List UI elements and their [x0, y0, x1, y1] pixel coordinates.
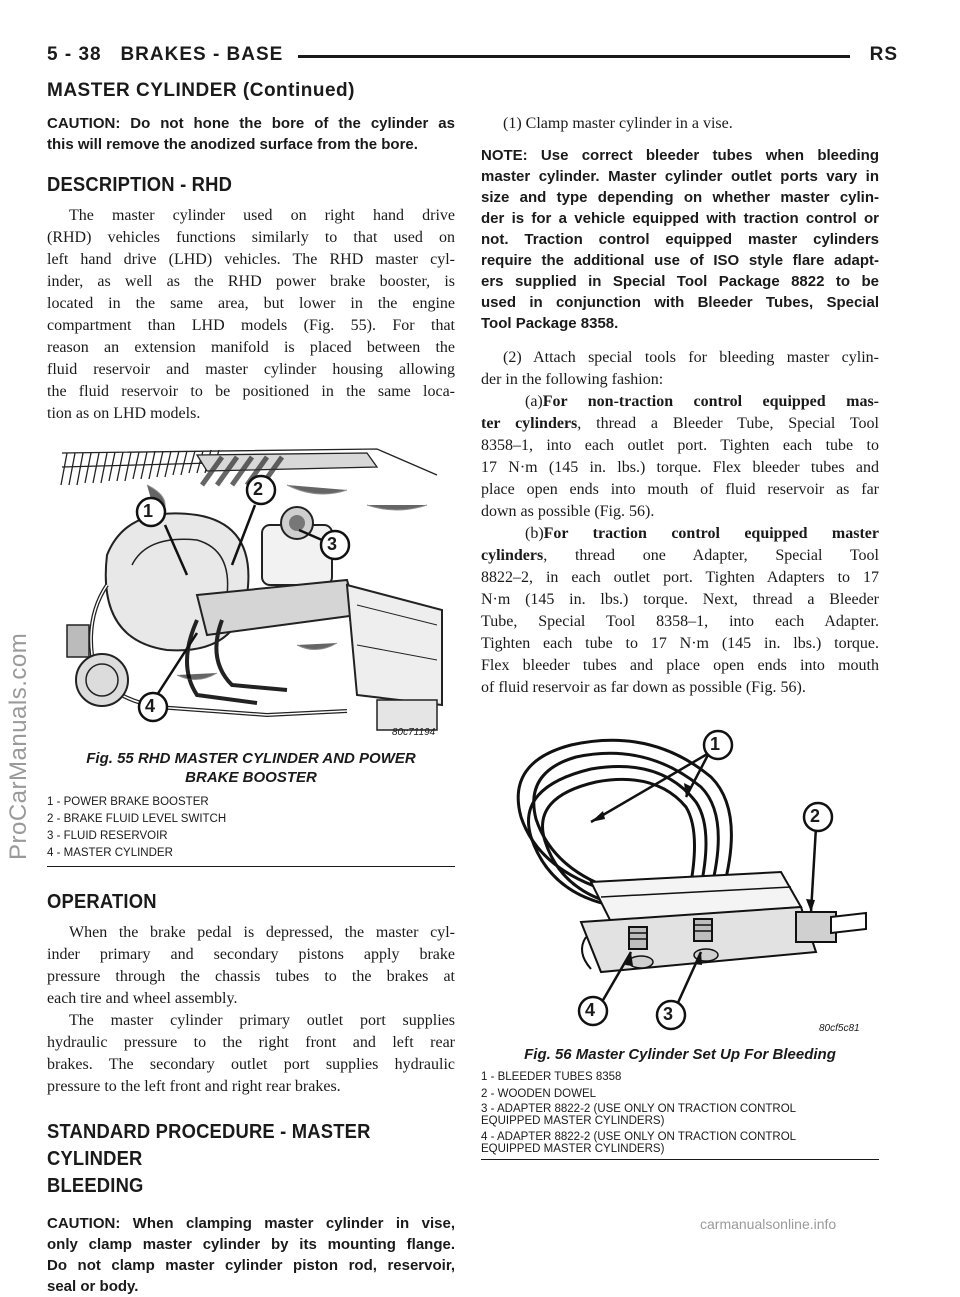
model-code: RS	[869, 44, 898, 65]
master-cylinder-bleeding-drawing	[481, 707, 879, 1039]
fig56-callout-4: 4	[585, 1000, 596, 1020]
substep-b: (b)For traction control equipped master cylinders, thread one Adapter, Special Tool 8822–2, in each outlet port. Tighten Adapters to 17 N·m (145 in. lbs.) torque. Next, thread a Bleeder Tube, Special Tool 8358–1, into each Adapter. Tighten each tube to 17 N·m (145 in. lbs.) torque. Flex bleeder tubes and place open ends into mouth of fluid reservoir as far down as possible (Fig. 56).	[481, 525, 879, 696]
page-number: 5 - 38	[47, 44, 102, 65]
fig55-callout-3: 3	[327, 534, 338, 554]
fig55-rule	[47, 866, 455, 867]
heading-standard-procedure: STANDARD PROCEDURE - MASTER CYLINDER BLEEDING	[47, 1121, 371, 1197]
fig55-callout-1: 1	[143, 501, 154, 521]
fig56-illustration	[481, 707, 879, 1039]
fig56-callout-1: 1	[710, 734, 721, 754]
fig56-legend	[481, 1069, 879, 1155]
side-watermark: ProCarManuals.com	[5, 632, 32, 860]
note-bleeder-tubes: NOTE: Use correct bleeder tubes when bleeding master cylinder. Master cylinder outlet ports vary in size and type depending on whether master cylin- der is for a vehicle equipped with traction control or not. Traction control equipped master cylinders require the additional use of ISO style flare adapt- ers supplied in Special Tool Package 8822 to be used in conjunction with Bleeder Tubes, Special Tool Package 8358.	[481, 147, 879, 332]
page-header-left	[47, 44, 283, 66]
fig55-legend	[47, 794, 455, 862]
heading-operation: OPERATION	[47, 891, 157, 913]
continued-title: MASTER CYLINDER (Continued)	[47, 80, 355, 101]
right-column	[481, 113, 879, 1160]
fig56-code: 80cf5c81	[819, 1023, 860, 1034]
legend-item: 1 - BLEEDER TUBES 8358	[481, 1071, 622, 1083]
description-paragraph: The master cylinder used on right hand drive (RHD) vehicles functions similarly to that used on left hand drive (LHD) vehicles. The RHD master cyl- inder, as well as the RHD power brake booster, is located in the same area, but lower in the engine compartment than LHD models (Fig. 55). For that reason an extension manifold is placed between the fluid reservoir and master cylinder housing allowing the fluid reservoir to be positioned in the same loca- tion as on LHD models.	[47, 207, 455, 422]
fig56-callout-2: 2	[810, 806, 821, 826]
legend-item: 2 - BRAKE FLUID LEVEL SWITCH	[47, 813, 227, 825]
fig56-caption: Fig. 56 Master Cylinder Set Up For Bleeding	[524, 1046, 836, 1063]
fig55-callout-2: 2	[253, 479, 264, 499]
engine-compartment-drawing	[47, 445, 455, 741]
legend-item: 4 - MASTER CYLINDER	[47, 847, 173, 859]
operation-paragraph-1: When the brake pedal is depressed, the master cyl- inder primary and secondary pistons apply brake pressure through the chassis tubes to the brakes at each tire and wheel assembly.	[47, 924, 455, 1007]
fig56-callout-3: 3	[663, 1004, 674, 1024]
legend-item: 1 - POWER BRAKE BOOSTER	[47, 796, 209, 808]
operation-paragraph-2: The master cylinder primary outlet port supplies hydraulic pressure to the right front and left rear brakes. The secondary outlet port supplies hydraulic pressure to the left front and right rear brakes.	[47, 1012, 455, 1095]
header-rule	[298, 55, 850, 58]
fig55-code: 80c71194	[392, 727, 436, 738]
legend-item: 3 - ADAPTER 8822-2 (USE ONLY ON TRACTION CONTROL EQUIPPED MASTER CYLINDERS)	[481, 1103, 796, 1127]
footer-watermark: carmanualsonline.info	[700, 1216, 837, 1232]
caution-clamping: CAUTION: When clamping master cylinder in vise, only clamp master cylinder by its mounting flange. Do not clamp master cylinder piston rod, reservoir, seal or body.	[47, 1215, 455, 1295]
heading-description-rhd: DESCRIPTION - RHD	[47, 174, 233, 196]
substep-a: (a)For non-traction control equipped mas- ter cylinders, thread a Bleeder Tube, Special Tool 8358–1, into each outlet port. Tighten each tube to 17 N·m (145 in. lbs.) torque. Flex bleeder tubes and place open ends into mouth of fluid reservoir as far down as possible (Fig. 56).	[481, 393, 879, 520]
fig55-callout-4: 4	[145, 696, 156, 716]
caution-hone: CAUTION: Do not hone the bore of the cylinder as this will remove the anodized surface from the bore.	[47, 115, 455, 153]
fig56-rule	[481, 1159, 879, 1160]
fig55-caption: Fig. 55 RHD MASTER CYLINDER AND POWER BRAKE BOOSTER	[86, 750, 416, 786]
legend-item: 4 - ADAPTER 8822-2 (USE ONLY ON TRACTION CONTROL EQUIPPED MASTER CYLINDERS)	[481, 1131, 796, 1155]
left-column	[47, 113, 455, 1297]
step-2: (2) Attach special tools for bleeding master cylin- der in the following fashion:	[481, 349, 879, 388]
section-name: BRAKES - BASE	[120, 44, 284, 65]
legend-item: 3 - FLUID RESERVOIR	[47, 830, 168, 842]
legend-item: 2 - WOODEN DOWEL	[481, 1088, 597, 1100]
fig55-illustration	[47, 445, 455, 741]
step-1: (1) Clamp master cylinder in a vise.	[503, 115, 733, 132]
